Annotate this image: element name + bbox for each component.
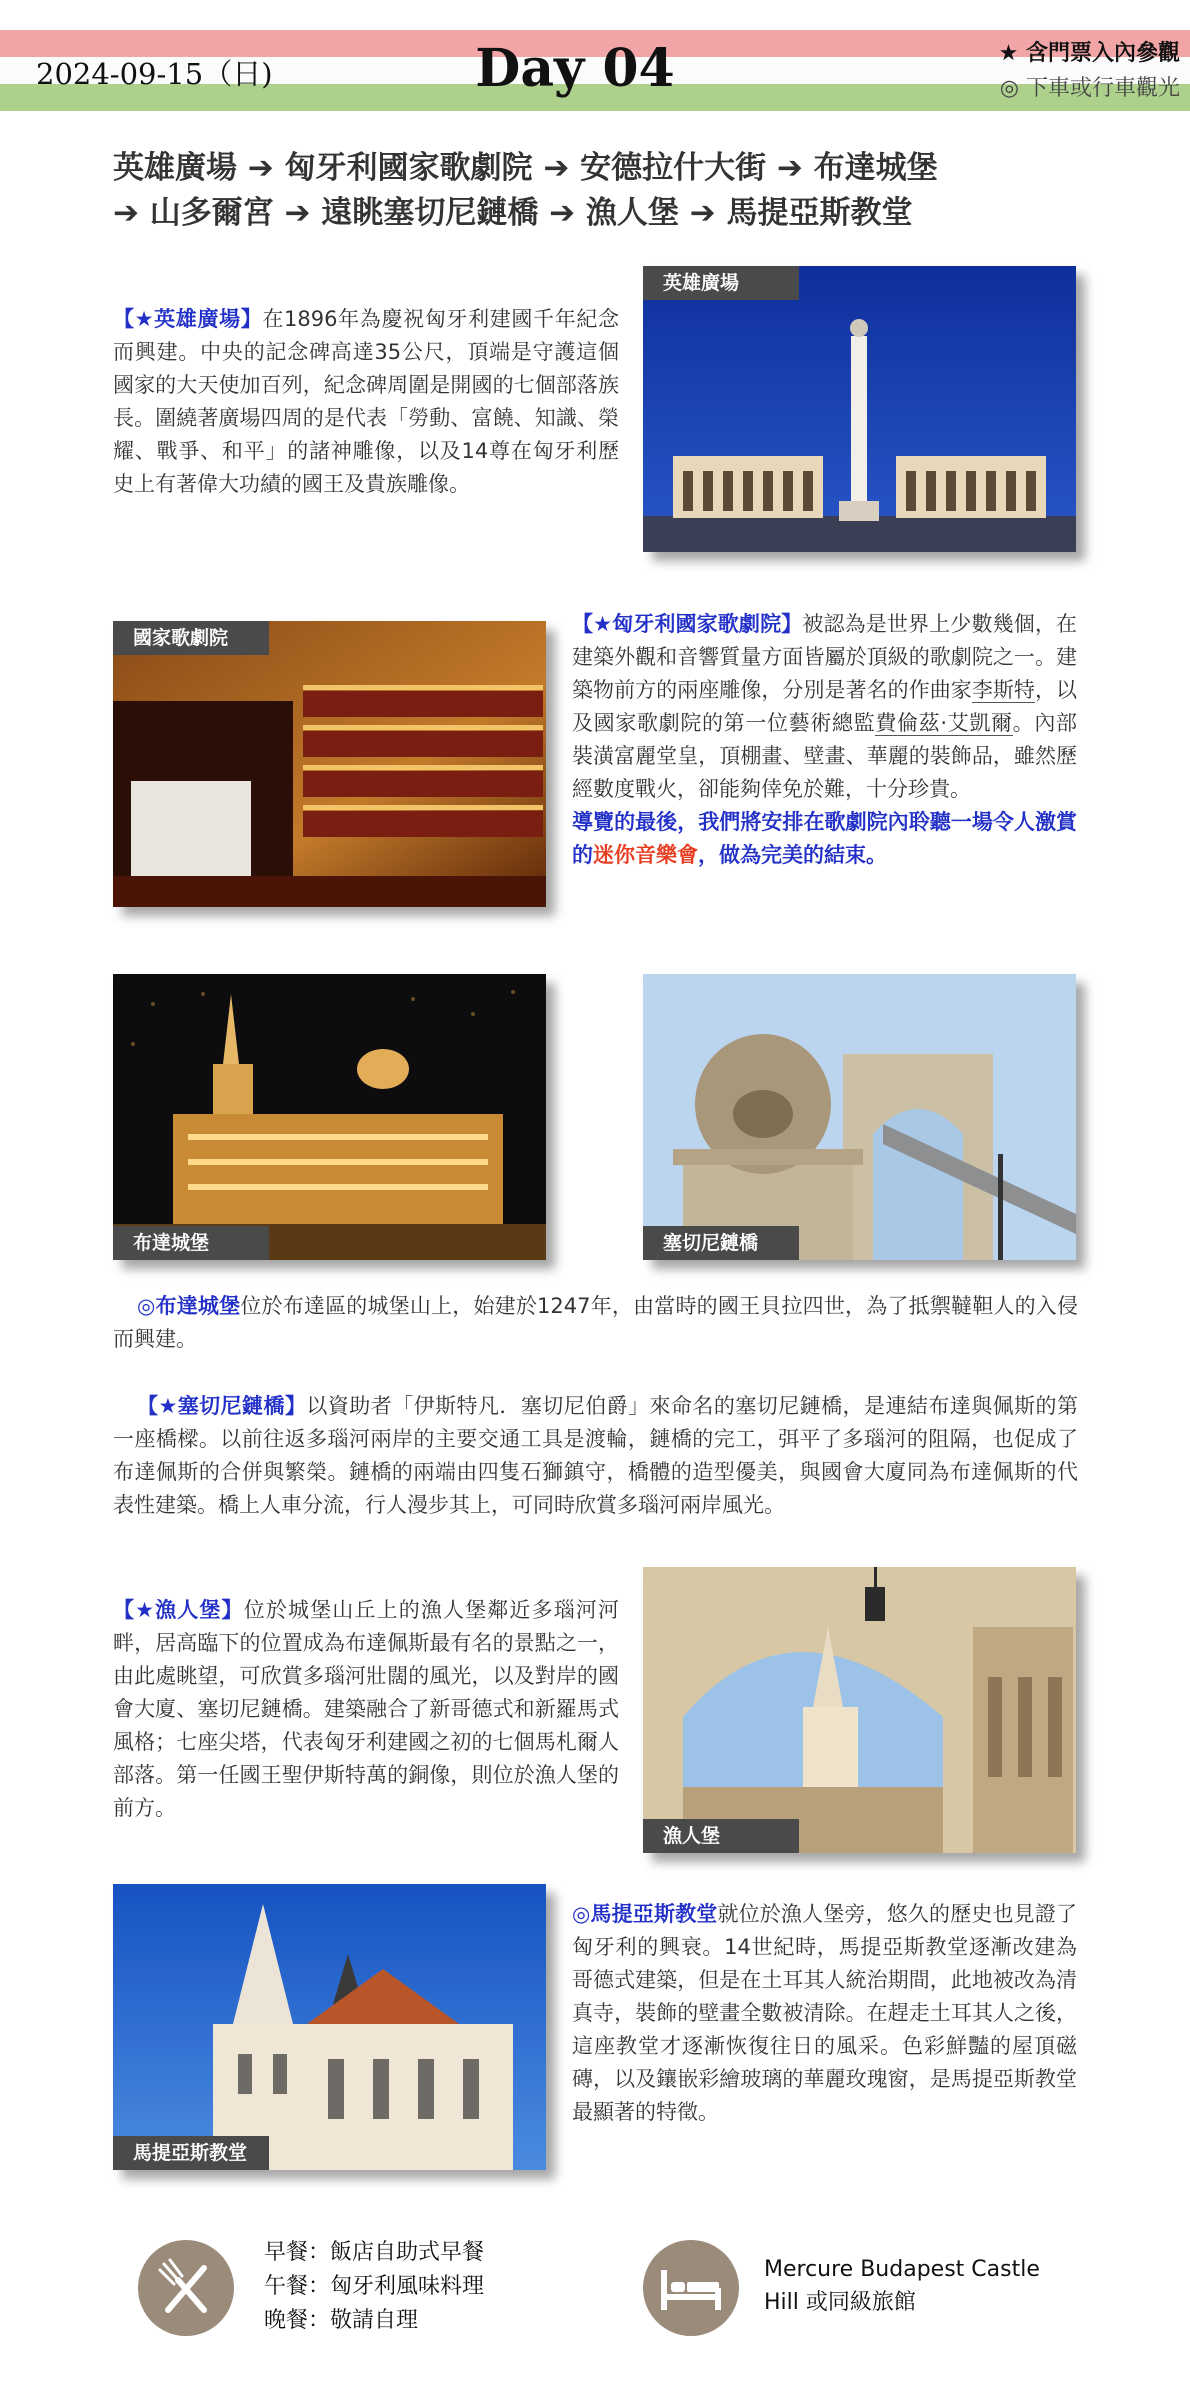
- heroes-square-title: 【★英雄廣場】: [113, 307, 263, 331]
- buda-castle-image: [113, 974, 546, 1260]
- opera-text: [572, 608, 1077, 872]
- matthias-church-text: [572, 1898, 1077, 2129]
- opera-body-b: ，以及國家歌劇院的第一位藝術總監: [572, 678, 1078, 735]
- breakfast: 早餐：飯店自助式早餐: [264, 2240, 485, 2265]
- heroes-square-photo: [643, 266, 1076, 552]
- lunch: 午餐：匈牙利風味料理: [264, 2274, 485, 2299]
- meals-info: [264, 2236, 484, 2338]
- route-line-1: 英雄廣場 ➔ 匈牙利國家歌劇院 ➔ 安德拉什大街 ➔ 布達城堡: [113, 150, 938, 186]
- legend-view: ◎ 下車或行車觀光: [999, 76, 1180, 101]
- matthias-church-photo: [113, 1884, 546, 2170]
- tour-date: 2024-09-15（日): [36, 57, 273, 91]
- heroes-square-text: [113, 303, 619, 501]
- buda-castle-title: ◎布達城堡: [137, 1294, 241, 1318]
- bastion-title: 【★漁人堡】: [113, 1598, 244, 1622]
- day-header: [0, 30, 1190, 110]
- matthias-church-title: ◎馬提亞斯教堂: [572, 1902, 718, 1926]
- hotel-line-1: Mercure Budapest Castle: [764, 2257, 1040, 2282]
- liszt-name: 李斯特: [971, 678, 1035, 702]
- matthias-church-body: 就位於漁人堡旁，悠久的歷史也見證了匈牙利的興衰。14世紀時，馬提亞斯教堂逐漸改建為哥德式建築，但是在土耳其人統治期間，此地被改為清真寺，裝飾的壁畫全數被清除。在趕走土耳其人之後，這座教堂才逐漸恢復往日的風采。色彩鮮豔的屋頂磁磚，以及鑲嵌彩繪玻璃的華麗玫瑰窗，是馬提亞斯教堂最顯著的特徵。: [572, 1902, 1078, 2124]
- chain-bridge-image: [643, 974, 1076, 1260]
- opera-note-b: ，做為完美的結束。: [698, 843, 887, 867]
- photo-caption: 馬提亞斯教堂: [113, 2136, 269, 2170]
- opera-body-c: 。內部裝潢富麗堂皇，頂棚畫、壁畫、華麗的裝飾品，雖然歷經數度戰火，卻能夠倖免於難，十分珍貴。: [572, 711, 1078, 801]
- opera-image: [113, 621, 546, 907]
- bastion-photo: [643, 1567, 1076, 1853]
- itinerary-route: [113, 146, 1073, 236]
- opera-title: 【★匈牙利國家歌劇院】: [572, 612, 803, 636]
- heroes-square-body: 在1896年為慶祝匈牙利建國千年紀念而興建。中央的記念碑高達35公尺，頂端是守護這個國家的大天使加百列，紀念碑周圍是開國的七個部落族長。圍繞著廣場四周的是代表「勞動、富饒、知識、榮耀、戰爭、和平」的諸神雕像，以及14尊在匈牙利歷史上有著偉大功績的國王及貴族雕像。: [113, 307, 619, 496]
- chain-bridge-title: 【★塞切尼鏈橋】: [137, 1394, 307, 1418]
- erkel-name: 費倫茲·艾凱爾: [875, 711, 1013, 735]
- opera-body-a: 被認為是世界上少數幾個，在建築外觀和音響質量方面皆屬於頂級的歌劇院之一。建築物前方的兩座雕像，分別是著名的作曲家: [572, 612, 1077, 702]
- bastion-body: 位於城堡山丘上的漁人堡鄰近多瑙河河畔，居高臨下的位置成為布達佩斯最有名的景點之一，由此處眺望，可欣賞多瑙河壯闊的風光，以及對岸的國會大廈、塞切尼鏈橋。建築融合了新哥德式和新羅馬式風格；七座尖塔，代表匈牙利建國之初的七個馬札爾人部落。第一任國王聖伊斯特萬的銅像，則位於漁人堡的前方。: [113, 1598, 620, 1820]
- buda-castle-body: 位於布達區的城堡山上，始建於1247年，由當時的國王貝拉四世，為了抵禦韃靼人的入侵而興建。: [113, 1294, 1078, 1351]
- photo-caption: 國家歌劇院: [113, 621, 269, 655]
- chain-bridge-text: [113, 1390, 1078, 1522]
- legend-ticket: ★ 含門票入內參觀: [998, 41, 1180, 66]
- chain-bridge-body: 以資助者「伊斯特凡．塞切尼伯爵」來命名的塞切尼鏈橋，是連結布達與佩斯的第一座橋樑。以前往返多瑙河兩岸的主要交通工具是渡輪，鏈橋的完工，弭平了多瑙河的阻隔，也促成了布達佩斯的合併與繁榮。鏈橋的兩端由四隻石獅鎮守，橋體的造型優美，與國會大廈同為布達佩斯的代表性建築。橋上人車分流，行人漫步其上，可同時欣賞多瑙河兩岸風光。: [113, 1394, 1079, 1517]
- fork-knife-icon: [138, 2240, 234, 2336]
- buda-castle-photo: [113, 974, 546, 1260]
- photo-caption: 英雄廣場: [643, 266, 799, 300]
- matthias-church-image: [113, 1884, 546, 2170]
- bastion-text: [113, 1594, 619, 1825]
- legend: [999, 36, 1180, 106]
- chain-bridge-photo: [643, 974, 1076, 1260]
- photo-caption: 漁人堡: [643, 1819, 799, 1853]
- opera-photo: [113, 621, 546, 907]
- day-title: Day 04: [475, 38, 675, 99]
- bastion-image: [643, 1567, 1076, 1853]
- photo-caption: 塞切尼鏈橋: [643, 1226, 799, 1260]
- dinner: 晚餐：敬請自理: [264, 2308, 419, 2333]
- route-line-2: ➔ 山多爾宮 ➔ 遠眺塞切尼鏈橋 ➔ 漁人堡 ➔ 馬提亞斯教堂: [113, 195, 913, 231]
- heroes-square-image: [643, 266, 1076, 552]
- hotel-line-2: Hill 或同級旅館: [764, 2290, 916, 2315]
- photo-caption: 布達城堡: [113, 1226, 269, 1260]
- buda-castle-text: [113, 1290, 1078, 1356]
- opera-note-a: 導覽的最後，我們將安排在歌劇院內聆聽一場令人激賞的: [572, 810, 1077, 867]
- hotel-info: [764, 2253, 1040, 2319]
- bed-icon: [643, 2240, 739, 2336]
- mini-concert: 迷你音樂會: [593, 843, 698, 867]
